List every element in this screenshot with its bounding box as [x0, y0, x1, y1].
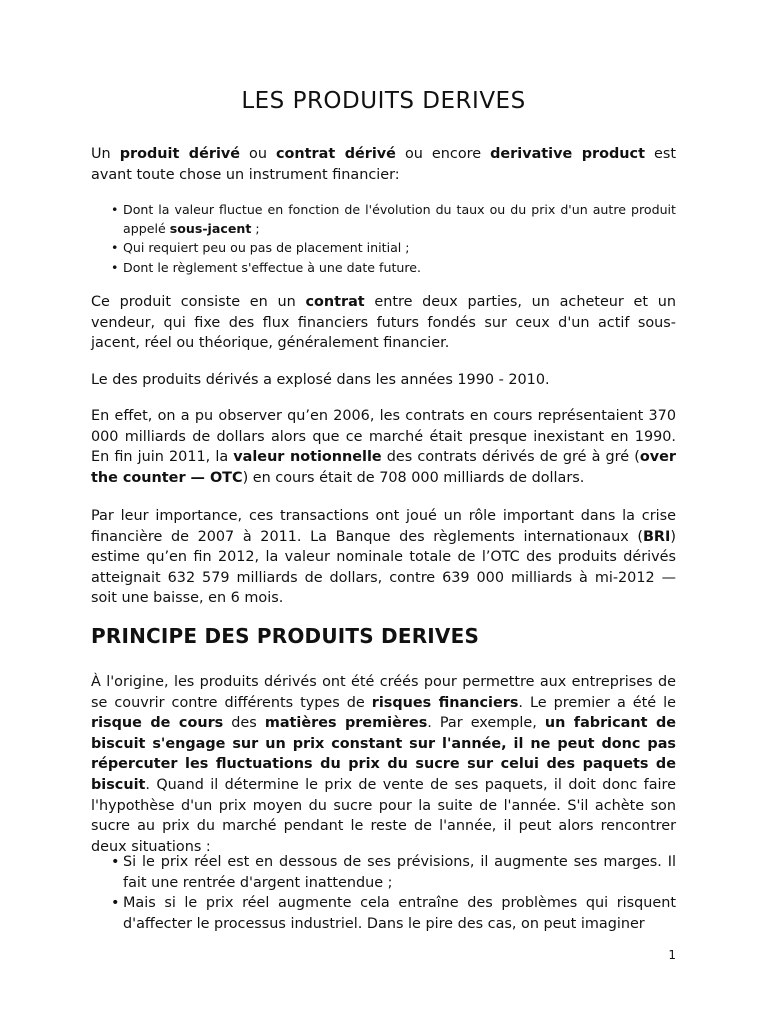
- text-run: Dont la valeur fluctue en fonction de l'évolution du taux ou du prix d'un autre produit appelé: [123, 202, 676, 237]
- text-run: ;: [251, 221, 260, 237]
- text-run: des contrats dérivés de gré à gré (: [381, 449, 640, 466]
- paragraph-crise: [91, 506, 676, 609]
- text-run: Un: [91, 146, 120, 162]
- bold-term: BRI: [642, 528, 671, 545]
- section-heading: PRINCIPE DES PRODUITS DERIVES: [91, 624, 480, 648]
- text-run: entre deux parties, un acheteur et un vendeur, qui fixe des flux financiers futurs fondés sur ceux d'un actif sous-jacent, réel ou théorique, généralement financier.: [91, 294, 676, 352]
- bold-term: contrat: [305, 294, 365, 310]
- bold-term: matières premières: [264, 715, 428, 732]
- text-run: ) estime qu’en fin 2012, la valeur nominale totale de l’OTC des produits dérivés atteignait 632 579 milliards de dollars, contre 639 000 milliards à mi-2012 — soit une baisse, en 6 mois.: [91, 528, 676, 607]
- text-run: En effet, on a pu observer qu’en 2006, les contrats en cours représentaient 370 000 milliards de dollars alors que ce marché était presque inexistant en 1990. En fin juin 2011, la: [91, 408, 676, 466]
- situations-list: [91, 852, 676, 934]
- bold-term: derivative product: [490, 146, 645, 162]
- paragraph-contrat: [91, 292, 676, 354]
- text-run: est avant toute chose un instrument financier:: [91, 146, 676, 183]
- list-item: [91, 200, 676, 238]
- paragraph-en-effet: [91, 406, 676, 488]
- text-run: . Le premier a été le: [518, 694, 677, 711]
- text-run: Par leur importance, ces transactions ont joué un rôle important dans la crise financière de 2007 à 2011. La Banque des règlements internationaux (: [91, 508, 676, 545]
- bold-term: contrat dérivé: [276, 146, 396, 162]
- page-number: 1: [668, 948, 676, 962]
- document-title: LES PRODUITS DERIVES: [241, 88, 526, 114]
- text-run: ou: [240, 146, 277, 162]
- list-item: • Dont le règlement s'effectue à une date future.: [91, 258, 676, 277]
- text-run: . Par exemple,: [427, 715, 545, 732]
- list-item: • Si le prix réel est en dessous de ses prévisions, il augmente ses marges. Il fait une rentrée d'argent inattendue ;: [91, 852, 676, 893]
- bold-term: produit dérivé: [119, 146, 241, 162]
- bold-term: risques financiers: [371, 694, 519, 711]
- text-run: ou encore: [395, 146, 491, 162]
- intro-paragraph: [91, 144, 676, 185]
- definition-list: [91, 200, 676, 277]
- bold-term: valeur notionnelle: [233, 449, 382, 466]
- bold-term: risque de cours: [91, 715, 224, 732]
- paragraph-explosion: Le des produits dérivés a explosé dans les années 1990 - 2010.: [91, 372, 550, 388]
- text-run: des: [223, 715, 265, 732]
- text-run: . Quand il détermine le prix de vente de ses paquets, il doit donc faire l'hypothèse d'un prix moyen du sucre pour la suite de l'année. S'il achète son sucre au prix du marché pendant le reste de l'année, il peut alors rencontrer deux situations :: [91, 776, 676, 855]
- list-item: • Qui requiert peu ou pas de placement initial ;: [91, 238, 676, 257]
- text-run: Ce produit consiste en un: [91, 294, 306, 310]
- bold-term: sous-jacent: [169, 221, 252, 237]
- bold-term: over the counter — OTC: [91, 449, 676, 486]
- list-item: • Mais si le prix réel augmente cela entraîne des problèmes qui risquent d'affecter le processus industriel. Dans le pire des cas, on peut imaginer: [91, 893, 676, 934]
- text-run: À l'origine, les produits dérivés ont été créés pour permettre aux entreprises de se couvrir contre différents types de: [91, 674, 676, 711]
- bold-term: un fabricant de biscuit s'engage sur un prix constant sur l'année, il ne peut donc pas répercuter les fluctuations du prix du sucre sur celui des paquets de biscuit: [91, 715, 677, 793]
- text-run: ) en cours était de 708 000 milliards de dollars.: [242, 469, 585, 486]
- paragraph-origine: [91, 672, 676, 857]
